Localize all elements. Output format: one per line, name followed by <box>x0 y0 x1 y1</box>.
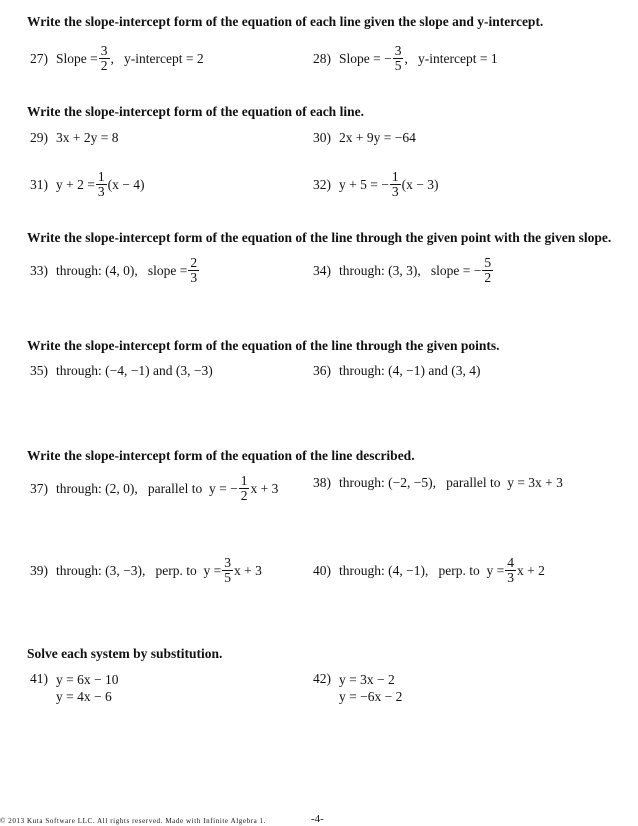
problem-42 <box>313 671 402 705</box>
denominator: 2 <box>240 488 248 504</box>
equation-system <box>339 671 402 705</box>
problem-text: through: (−2, −5), parallel to y = 3x + 3 <box>339 475 563 490</box>
fraction <box>393 44 404 73</box>
problem-text: Slope = <box>56 50 98 66</box>
problem-31 <box>30 170 144 199</box>
problem-40 <box>313 556 545 585</box>
equation-system <box>56 671 118 705</box>
section-heading-line-described: Write the slope-intercept form of the equation of the line described. <box>27 448 415 463</box>
denominator: 3 <box>507 570 514 586</box>
problem-text: Slope = − <box>339 50 392 66</box>
problem-text: through: (−4, −1) and (3, −3) <box>56 363 213 378</box>
denominator: 3 <box>391 184 399 200</box>
problem-41 <box>30 671 118 705</box>
numerator: 3 <box>394 43 402 58</box>
denominator: 5 <box>224 570 231 586</box>
numerator: 1 <box>391 169 399 184</box>
problem-30 <box>313 130 416 146</box>
denominator: 2 <box>484 270 492 286</box>
problem-text: through: (4, −1), perp. to y = <box>339 562 505 578</box>
problem-38 <box>313 475 563 491</box>
fraction <box>239 474 250 503</box>
problem-32 <box>313 170 438 199</box>
problem-text: through: (4, −1) and (3, 4) <box>339 363 481 378</box>
numerator: 3 <box>100 43 108 58</box>
problem-number: 37) <box>30 480 48 496</box>
problem-text: x + 3 <box>250 480 279 496</box>
problem-text: through: (3, −3), perp. to y = <box>56 562 222 578</box>
section-heading-each-line: Write the slope-intercept form of the equation of each line. <box>27 104 364 119</box>
problem-36 <box>313 363 480 379</box>
problem-number: 39) <box>30 562 48 578</box>
problem-number: 35) <box>30 363 48 378</box>
footer-copyright: © 2013 Kuta Software LLC. All rights reserved. Made with Infinite Algebra 1. <box>0 817 267 825</box>
problem-number: 42) <box>313 671 331 686</box>
problem-text: through: (2, 0), parallel to y = − <box>56 480 238 496</box>
problem-37 <box>30 474 278 503</box>
problem-text: (x − 4) <box>107 176 145 192</box>
numerator: 1 <box>97 169 105 184</box>
fraction <box>505 556 516 585</box>
problem-text: y + 5 = − <box>339 176 389 192</box>
section-heading-two-points: Write the slope-intercept form of the equation of the line through the given points. <box>27 338 500 353</box>
problem-number: 32) <box>313 176 331 192</box>
problem-number: 34) <box>313 262 331 278</box>
problem-text: x + 3 <box>233 562 262 578</box>
problem-text: , y-intercept = 2 <box>110 50 204 66</box>
equation-line: y = 4x − 6 <box>56 689 112 704</box>
equation-line: y = 3x − 2 <box>339 672 395 687</box>
problem-number: 41) <box>30 671 48 686</box>
denominator: 3 <box>190 270 198 286</box>
problem-number: 30) <box>313 130 331 145</box>
problem-29 <box>30 130 118 146</box>
fraction <box>99 44 110 73</box>
section-heading-system: Solve each system by substitution. <box>27 646 223 661</box>
problem-text: 2x + 9y = −64 <box>339 130 416 145</box>
problem-28 <box>313 44 498 73</box>
numerator: 4 <box>507 555 514 570</box>
page-number: -4- <box>311 813 324 825</box>
problem-number: 27) <box>30 50 48 66</box>
problem-text: through: (4, 0), slope = <box>56 262 188 278</box>
problem-text: (x − 3) <box>401 176 439 192</box>
fraction <box>96 170 107 199</box>
section-heading-slope-yint: Write the slope-intercept form of the equation of each line given the slope and y-intercept. <box>27 14 544 29</box>
problem-33 <box>30 256 200 285</box>
fraction <box>188 256 199 285</box>
problem-39 <box>30 556 262 585</box>
problem-number: 33) <box>30 262 48 278</box>
problem-number: 31) <box>30 176 48 192</box>
problem-34 <box>313 256 494 285</box>
problem-number: 40) <box>313 562 331 578</box>
problem-text: y + 2 = <box>56 176 95 192</box>
numerator: 5 <box>484 255 492 270</box>
problem-35 <box>30 363 213 379</box>
fraction <box>222 556 233 585</box>
equation-line: y = 6x − 10 <box>56 672 119 687</box>
section-heading-point-slope: Write the slope-intercept form of the equation of the line through the given point with the given slope. <box>27 230 612 245</box>
denominator: 3 <box>97 184 105 200</box>
problem-27 <box>30 44 204 73</box>
problem-text: 3x + 2y = 8 <box>56 130 119 145</box>
problem-number: 36) <box>313 363 331 378</box>
fraction <box>482 256 493 285</box>
problem-text: through: (3, 3), slope = − <box>339 262 482 278</box>
problem-number: 38) <box>313 475 331 490</box>
denominator: 5 <box>394 58 402 74</box>
problem-text: , y-intercept = 1 <box>404 50 498 66</box>
equation-line: y = −6x − 2 <box>339 689 403 704</box>
numerator: 2 <box>190 255 198 270</box>
numerator: 3 <box>224 555 231 570</box>
problem-number: 28) <box>313 50 331 66</box>
numerator: 1 <box>240 473 248 488</box>
fraction <box>390 170 401 199</box>
problem-number: 29) <box>30 130 48 145</box>
problem-text: x + 2 <box>516 562 545 578</box>
denominator: 2 <box>100 58 108 74</box>
